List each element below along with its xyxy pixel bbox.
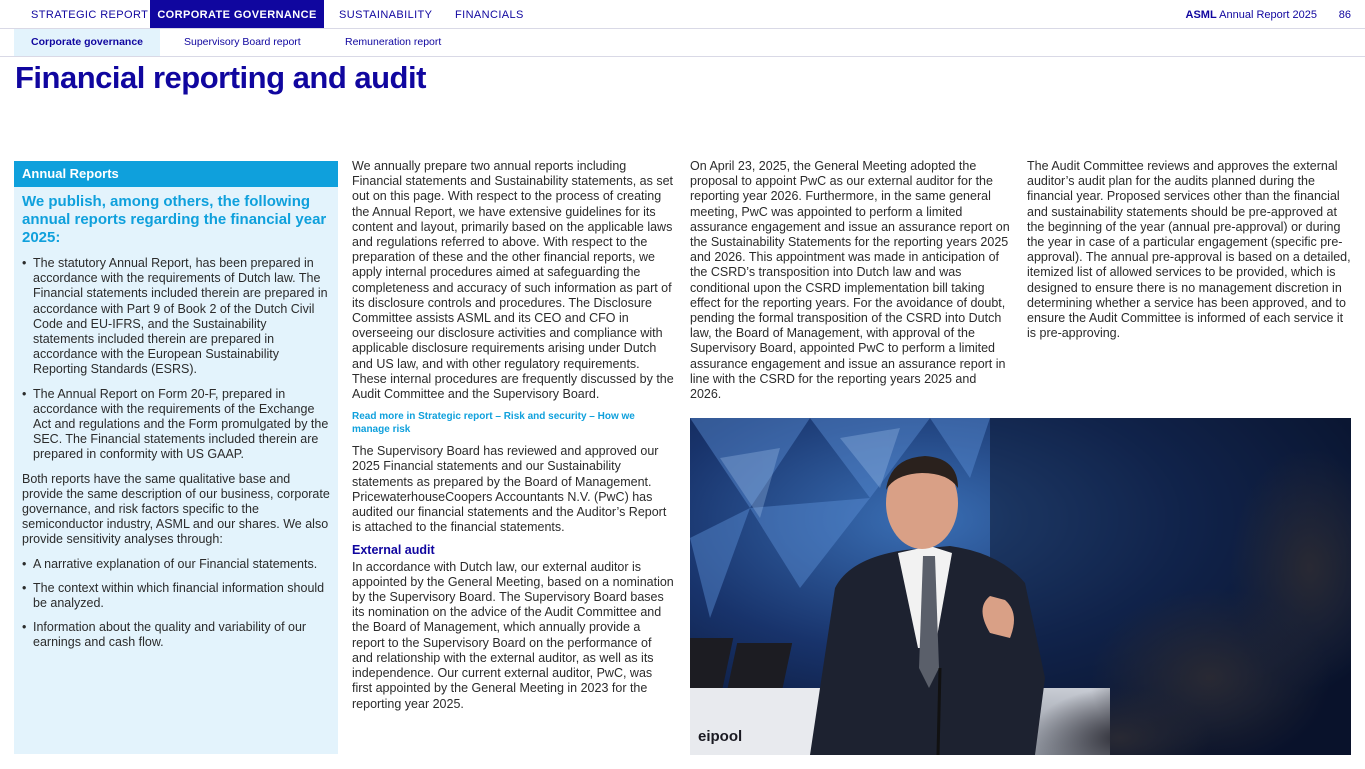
top-navigation	[0, 0, 1365, 29]
list-item: • The statutory Annual Report, has been prepared in accordance with the requirements of Dutch law. The Financial statements included therein are prepared in accordance with Part 9 of Book 2 of the Dutch Civil Code and EU-IFRS, and the Sustainability statements included therein are prepared in accordance with the European Sustainability Reporting Standards (ESRS).	[22, 256, 330, 378]
panel-paragraph: Both reports have the same qualitative base and provide the same description of our business, corporate governance, and risk factors specific to the semiconductor industry, ASML and our shares. We also provide sensitivity analyses through:	[22, 471, 330, 547]
subnav-remuneration-report[interactable]: Remuneration report	[345, 36, 442, 48]
list-item: • Information about the quality and variability of our earnings and cash flow.	[22, 620, 330, 650]
annual-reports-panel	[14, 161, 338, 754]
list-item: • The Annual Report on Form 20-F, prepared in accordance with the requirements of the Exchange Act and regulations and the Form promulgated by the SEC. The Financial statements included therein are prepared in conformity with US GAAP.	[22, 387, 330, 463]
list-item: • The context within which financial information should be analyzed.	[22, 581, 330, 611]
sub-navigation	[0, 29, 1365, 57]
section-heading: External audit	[352, 543, 435, 558]
panel-lead: We publish, among others, the following annual reports regarding the financial year 2025:	[22, 193, 327, 246]
body-paragraph: We annually prepare two annual reports including Financial statements and Sustainability statements, as set out on this page. With respect to the process of creating the Annual Report, we have extensive guidelines for its content and layout, primarily based on the applicable laws and regulations referred to above. With respect to the preparation of these and the other financial reports, we apply internal procedures aimed at safeguarding the completeness and accuracy of such information as part of its disclosure controls and procedures. The Disclosure Committee assists ASML and its CEO and CFO in overseeing our disclosure activities and compliance with applicable disclosure requirements arising under Dutch and US law, and with other regulatory requirements. These internal procedures are frequently discussed by the Audit Committee and the Supervisory Board.	[352, 159, 674, 402]
subnav-corporate-governance[interactable]: Corporate governance	[14, 29, 160, 56]
stage-sign-text: eipool	[698, 728, 743, 745]
body-paragraph: The Supervisory Board has reviewed and approved our 2025 Financial statements and our Sustainability statements as prepared by the Board of Management. PricewaterhouseCoopers Accountants N.V. (PwC) has audited our financial statements and the Auditor’s Report is attached to the financial statements.	[352, 444, 667, 535]
tab-strategic-report[interactable]: STRATEGIC REPORT	[31, 9, 149, 21]
subnav-supervisory-board-report[interactable]: Supervisory Board report	[184, 36, 301, 48]
speaker-photo	[690, 418, 1351, 755]
body-paragraph: On April 23, 2025, the General Meeting adopted the proposal to appoint PwC as our external auditor for the reporting year 2026. Furthermore, in the same general meeting, PwC was appointed to perform a limited assurance engagement and issue an assurance report on the Sustainability Statements for the reporting years 2025 and 2026. This appointment was made in anticipation of the CSRD’s transposition into Dutch law and was conditional upon the CSRD implementation bill taking effect for the reporting years. For the avoidance of doubt, pending the formal transposition of the CSRD into Dutch law, the Board of Management, with approval of the Supervisory Board, appointed PwC to perform a limited assurance engagement and issue an assurance report in line with the CSRD for the reporting years 2025 and 2026.	[690, 159, 1010, 402]
report-list	[22, 256, 330, 463]
page-number: 86	[1338, 9, 1351, 21]
body-paragraph: The Audit Committee reviews and approves the external auditor’s audit plan for the audits planned during the financial year. Proposed services other than the financial and sustainability statements should be pre-approved at the beginning of the year (annual pre-approval) or during the year in case of a particular engagement (specific pre-approval). The annual pre-approval is based on a detailed, itemized list of allowed services to be provided, which is designed to ensure there is no management discretion in determining whether a service has been approved, and to ensure the Audit Committee is informed of each service it is pre-approving.	[1027, 159, 1351, 341]
body-paragraph: In accordance with Dutch law, our external auditor is appointed by the General Meeting, based on a nomination by the Supervisory Board. The Supervisory Board bases its nomination on the advice of the Audit Committee and the Board of Management, which annually provide a report to the Supervisory Board on the performance of and relationship with the external auditor, as well as its independence. Our current external auditor, PwC, was first appointed by the General Meeting in 2023 for the reporting year 2025.	[352, 559, 674, 711]
report-name: Annual Report 2025	[1219, 9, 1317, 21]
tab-financials[interactable]: FINANCIALS	[455, 9, 524, 21]
report-title	[1186, 0, 1317, 31]
analysis-list	[22, 557, 330, 651]
read-more-link[interactable]: Read more in Strategic report – Risk and security – How we manage risk	[352, 411, 635, 436]
list-item: • A narrative explanation of our Financial statements.	[22, 557, 330, 572]
body-column-2	[352, 159, 674, 720]
panel-header: Annual Reports	[14, 161, 338, 187]
body-column-4	[1027, 159, 1352, 349]
tab-corporate-governance[interactable]: CORPORATE GOVERNANCE	[150, 0, 324, 28]
report-brand: ASML	[1185, 9, 1217, 21]
page-title: Financial reporting and audit	[15, 60, 426, 95]
body-column-3	[690, 159, 1010, 410]
tab-sustainability[interactable]: SUSTAINABILITY	[339, 9, 433, 21]
speaker-photo-illustration	[690, 418, 1351, 755]
